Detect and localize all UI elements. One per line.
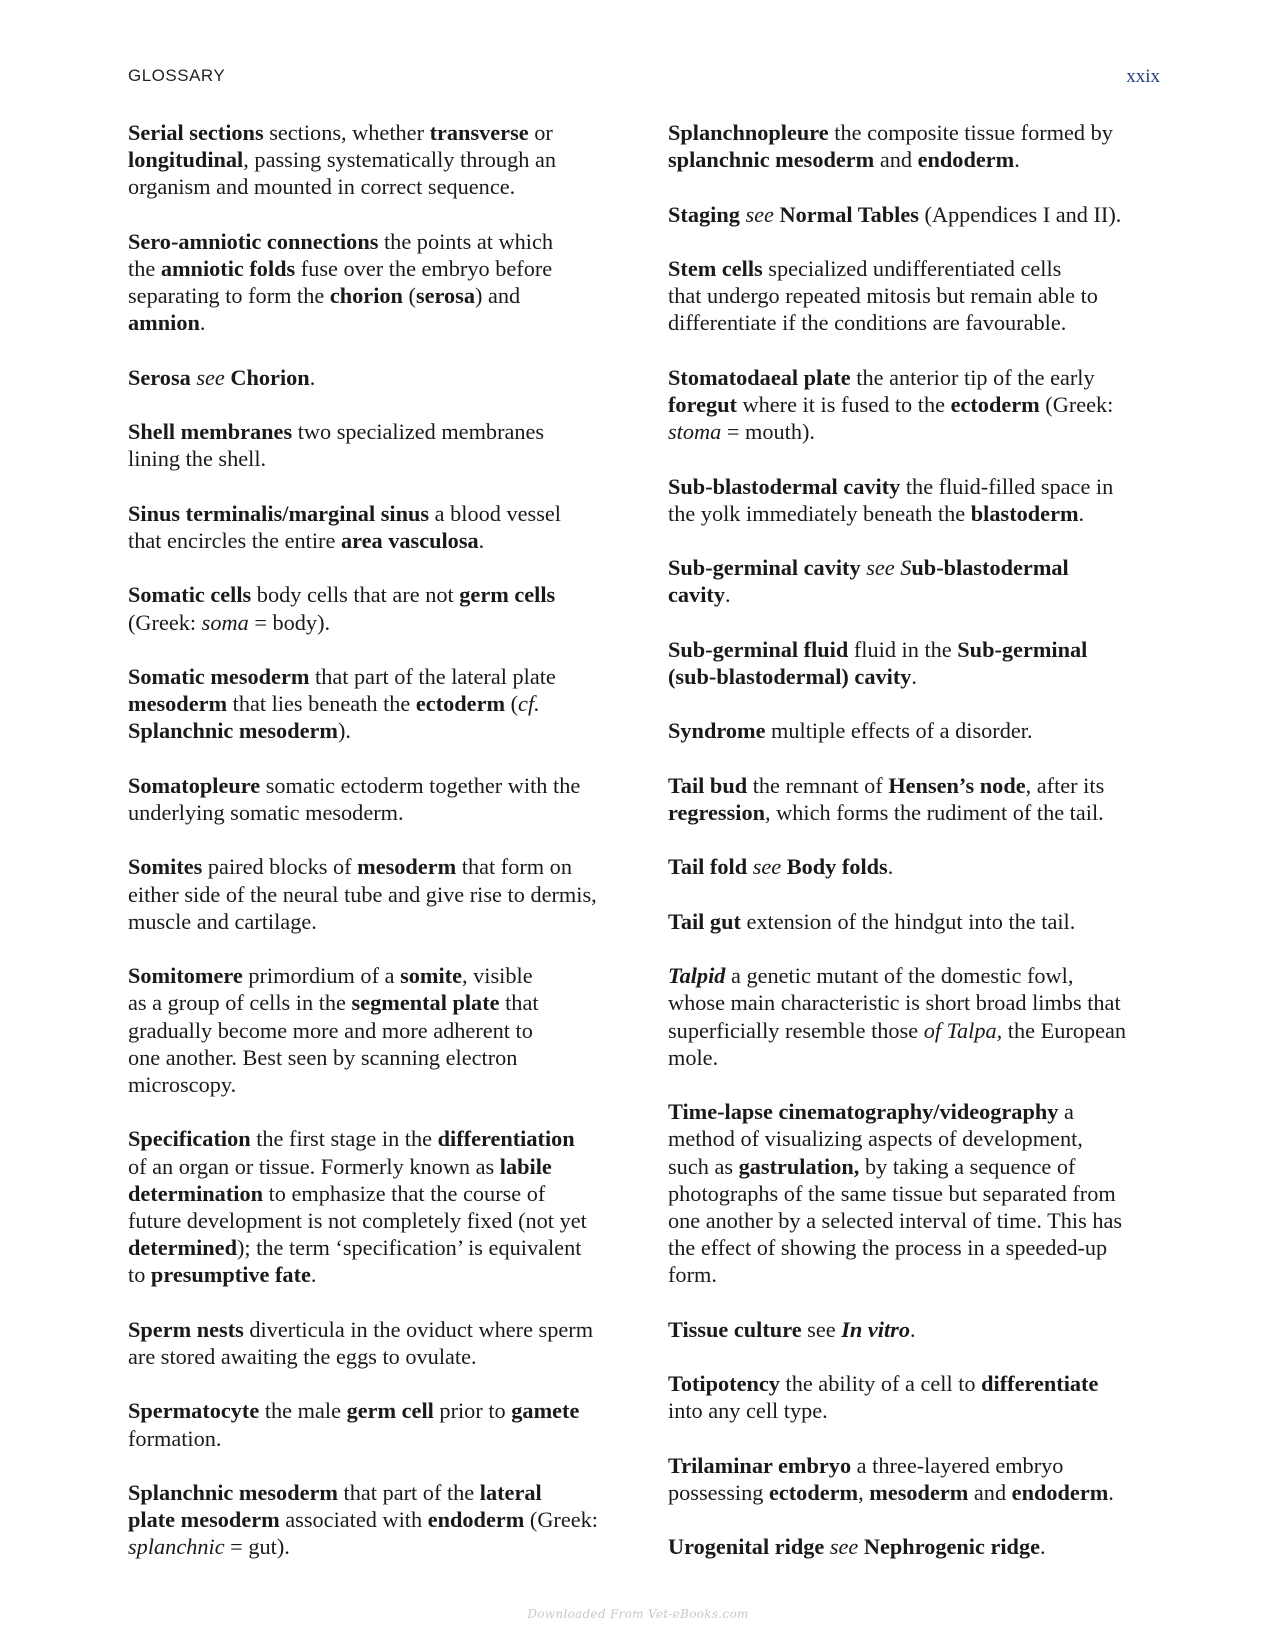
entry-text: ). (337, 718, 351, 744)
entry-text: = body). (248, 609, 331, 635)
glossary-entry (668, 636, 1158, 690)
entry-text: see (745, 201, 774, 227)
entry-line (668, 799, 1158, 826)
bold-term: Sub-germinal fluid (668, 636, 849, 662)
bold-term: Talpid (668, 963, 726, 989)
entry-line (128, 799, 628, 826)
entry-line (668, 1017, 1158, 1044)
entry-text: . (309, 364, 316, 390)
entry-text: underlying somatic mesoderm. (128, 799, 404, 825)
entry-text: that undergo repeated mitosis but remain able to (668, 283, 1098, 309)
entry-line (128, 1533, 628, 1560)
entry-text: the fluid-filled space in (900, 473, 1114, 499)
bold-term: Normal Tables (779, 201, 919, 227)
glossary-entry (668, 201, 1158, 228)
entry-text: separating to form the (128, 283, 330, 309)
bold-term: endoderm (1011, 1479, 1109, 1505)
entry-text: lining the shell. (128, 446, 267, 472)
entry-text: specialized undifferentiated cells (762, 255, 1062, 281)
entry-text: see (752, 854, 782, 880)
entry-text: formation. (128, 1425, 222, 1451)
bold-term: Syndrome (668, 718, 766, 744)
entry-line (668, 282, 1158, 309)
bold-term: Tissue culture (668, 1316, 802, 1342)
bold-term: ectoderm (415, 691, 506, 717)
entry-text: that (499, 990, 539, 1016)
entry-text: the (128, 256, 161, 281)
entry-line (128, 146, 628, 173)
entry-line (128, 1153, 628, 1180)
entry-text: . (911, 663, 917, 689)
entry-line (128, 445, 628, 472)
glossary-entry (668, 1533, 1158, 1560)
bold-term: endoderm (427, 1507, 525, 1533)
entry-text: (Greek: (1039, 391, 1114, 417)
entry-text: ( (505, 691, 519, 717)
entry-text: photographs of the same tissue but separated from (668, 1180, 1116, 1206)
glossary-entry (668, 473, 1158, 527)
bold-term: lateral (479, 1479, 542, 1505)
entry-text: . (1014, 147, 1020, 173)
entry-text: and (968, 1479, 1012, 1505)
entry-line (668, 1533, 1158, 1560)
entry-line (668, 853, 1158, 880)
entry-line (668, 1452, 1158, 1479)
entry-line (128, 1479, 628, 1506)
entry-line (128, 1017, 628, 1044)
entry-text: that encircles the entire (128, 527, 341, 553)
bold-term: Nephrogenic ridge (863, 1534, 1040, 1560)
entry-line (128, 1180, 628, 1207)
bold-term: Sinus terminalis/marginal sinus (128, 500, 430, 526)
entry-text: as a group of cells in the (128, 990, 352, 1016)
entry-text: ); the term ‘specification’ is equivalent (236, 1235, 582, 1261)
entry-text: one another by a selected interval of time. This has (668, 1207, 1123, 1233)
entry-line (128, 1397, 628, 1424)
entry-text: a (1058, 1099, 1074, 1125)
entry-line (128, 364, 628, 391)
bold-term: Somatopleure (128, 772, 261, 798)
glossary-entry (668, 717, 1158, 744)
glossary-entry (668, 853, 1158, 880)
entry-line (128, 1071, 628, 1098)
glossary-entry (128, 772, 628, 826)
entry-text: superficially resemble those (668, 1017, 924, 1043)
bold-term: Specification (128, 1126, 251, 1152)
entry-text: that lies beneath the (227, 691, 416, 717)
entry-text: of an organ or tissue. Formerly known as (128, 1153, 500, 1179)
entry-text: the male (259, 1398, 347, 1424)
entry-line (668, 201, 1158, 228)
entry-line (668, 1397, 1158, 1424)
entry-line (668, 1098, 1158, 1125)
bold-term: chorion (329, 283, 403, 309)
glossary-entry (128, 418, 628, 472)
entry-text: mole. (668, 1044, 719, 1070)
glossary-entry (668, 1098, 1158, 1288)
entry-line (668, 500, 1158, 527)
bold-term: Sperm nests (128, 1316, 244, 1342)
glossary-column-left (128, 119, 628, 1588)
entry-text: paired blocks of (202, 854, 358, 880)
entry-text: ) and (475, 283, 521, 309)
entry-line (128, 282, 628, 309)
bold-term: ectoderm (768, 1479, 859, 1505)
bold-term: Spermatocyte (128, 1398, 260, 1424)
entry-text: diverticula in the oviduct where sperm (243, 1316, 594, 1342)
entry-line (668, 1153, 1158, 1180)
glossary-entry (668, 1316, 1158, 1343)
bold-term: foregut (668, 391, 737, 417)
bold-term: determined (128, 1235, 237, 1261)
glossary-entry (128, 663, 628, 745)
entry-line (128, 663, 628, 690)
bold-term: transverse (429, 120, 529, 145)
entry-text: two specialized membranes (292, 419, 545, 445)
glossary-entry (128, 119, 628, 201)
entry-text: a genetic mutant of the domestic fowl, (725, 963, 1074, 989)
entry-text: , visible (461, 963, 533, 989)
entry-text: ( (402, 283, 416, 309)
bold-term: Stem cells (668, 255, 763, 281)
entry-line (668, 1370, 1158, 1397)
entry-line (128, 1343, 628, 1370)
entry-text: stoma (668, 419, 722, 445)
entry-term: Splanchnopleure (668, 120, 829, 145)
entry-text: multiple effects of a disorder. (765, 718, 1033, 744)
entry-line (668, 255, 1158, 282)
entry-line (668, 418, 1158, 445)
bold-term: splanchnic mesoderm (668, 147, 875, 173)
entry-text: , (858, 1479, 870, 1505)
entry-line (668, 364, 1158, 391)
entry-text: . (1078, 500, 1085, 526)
glossary-entry (668, 364, 1158, 446)
entry-line (668, 1261, 1158, 1288)
entry-text: are stored awaiting the eggs to ovulate. (128, 1343, 477, 1369)
entry-text: . (887, 854, 894, 880)
entry-text: splanchnic (128, 1534, 225, 1560)
bold-term: serosa (415, 283, 475, 309)
entry-line (128, 500, 628, 527)
entry-text: , after its (1025, 772, 1105, 798)
bold-term: Tail gut (668, 908, 741, 934)
entry-text: prior to (433, 1398, 512, 1424)
bold-term: Somitomere (128, 963, 243, 989)
page-number: xxix (1126, 66, 1160, 87)
bold-term: determination (128, 1180, 264, 1206)
entry-text: . (1108, 1479, 1114, 1505)
bold-term: blastoderm (970, 500, 1079, 526)
glossary-entry (128, 1316, 628, 1370)
bold-term: ectoderm (950, 391, 1040, 417)
entry-text: extension of the hindgut into the tail. (740, 908, 1076, 934)
entry-line (128, 1234, 628, 1261)
glossary-entry (128, 364, 628, 391)
entry-line (668, 1044, 1158, 1071)
bold-term: endoderm (917, 147, 1015, 173)
entry-text: either side of the neural tube and give rise to dermis, (128, 881, 597, 907)
bold-term: cavity (668, 582, 725, 608)
entry-text: microscopy. (128, 1071, 237, 1097)
entry-line (668, 146, 1158, 173)
entry-text: . (478, 527, 485, 553)
footer-watermark: Downloaded From Vet-eBooks.com (527, 1607, 749, 1621)
bold-term: Tail bud (668, 772, 748, 798)
glossary-entry (128, 1479, 628, 1561)
entry-line (128, 853, 628, 880)
entry-term: Serial sections (128, 120, 264, 145)
entry-text: the points at which (378, 228, 554, 254)
entry-text: somatic ectoderm together with the (260, 772, 581, 798)
bold-term: ub-blastodermal (911, 555, 1069, 581)
entry-line (128, 173, 628, 200)
entry-line (128, 1425, 628, 1452)
glossary-entry (668, 119, 1158, 173)
glossary-entry (128, 1397, 628, 1451)
entry-text: where it is fused to the (736, 391, 951, 417)
entry-text: . (310, 1262, 317, 1288)
entry-text: to emphasize that the course of (263, 1180, 546, 1206)
entry-line (128, 527, 628, 554)
entry-text: such as (668, 1153, 739, 1179)
bold-term: Staging (668, 201, 740, 227)
entry-line (668, 636, 1158, 663)
entry-line (668, 119, 1158, 146)
entry-line (128, 881, 628, 908)
entry-line (128, 772, 628, 799)
bold-term: Totipotency (668, 1371, 780, 1397)
bold-term: differentiation (437, 1126, 575, 1152)
bold-term: amnion (128, 310, 200, 336)
bold-term: Urogenital ridge (668, 1534, 825, 1560)
entry-line (668, 1479, 1158, 1506)
entry-text: soma (201, 609, 249, 635)
bold-term: differentiate (981, 1371, 1099, 1397)
entry-line (668, 1125, 1158, 1152)
entry-text: that part of the (337, 1479, 480, 1505)
entry-text: the European (1002, 1017, 1127, 1043)
entry-text: . (724, 582, 731, 608)
entry-line (668, 1316, 1158, 1343)
entry-line (668, 391, 1158, 418)
entry-text: muscle and cartilage. (128, 908, 317, 934)
entry-line (668, 473, 1158, 500)
glossary-entry (668, 772, 1158, 826)
entry-line (128, 418, 628, 445)
entry-line (128, 1125, 628, 1152)
entry-line (668, 1207, 1158, 1234)
bold-term: Sub-germinal (957, 636, 1088, 662)
entry-text: by taking a sequence of (859, 1153, 1076, 1179)
entry-text: of Talpa, (923, 1017, 1003, 1043)
entry-text: a three-layered embryo (851, 1452, 1064, 1478)
entry-text: = gut). (224, 1534, 290, 1560)
entry-text: see (196, 364, 225, 390)
entry-text: a blood vessel (429, 500, 561, 526)
entry-text: body cells that are not (251, 582, 460, 608)
bold-term: gamete (511, 1398, 580, 1424)
entry-text: one another. Best seen by scanning electron (128, 1044, 518, 1070)
bold-term: plate mesoderm (128, 1507, 280, 1533)
entry-text: associated with (279, 1507, 428, 1533)
bold-term: Splanchnic mesoderm (128, 1479, 338, 1505)
entry-line (128, 690, 628, 717)
entry-text: (Appendices I and II). (918, 201, 1122, 227)
bold-term: mesoderm (128, 691, 228, 717)
bold-term: longitudinal (128, 147, 244, 173)
glossary-entry (668, 962, 1158, 1071)
entry-text: the remnant of (747, 772, 889, 798)
bold-term: germ cell (346, 1398, 434, 1424)
entry-text: form. (668, 1262, 717, 1288)
entry-text: whose main characteristic is short broad limbs that (668, 990, 1121, 1016)
entry-text: , which forms the rudiment of the tail. (765, 799, 1104, 825)
entry-text: see S (866, 555, 912, 581)
glossary-entry (128, 853, 628, 935)
entry-text: possessing (668, 1479, 769, 1505)
bold-term: germ cells (459, 582, 556, 608)
glossary-column-right (668, 119, 1158, 1588)
entry-text: method of visualizing aspects of development, (668, 1126, 1083, 1152)
bold-term: Sub-germinal cavity (668, 555, 861, 581)
entry-text: that form on (456, 854, 572, 880)
entry-text: cf. (518, 691, 540, 717)
bold-term: Splanchnic mesoderm (128, 718, 338, 744)
bold-term: presumptive fate (150, 1262, 311, 1288)
entry-text: differentiate if the conditions are favourable. (668, 310, 1067, 336)
entry-text: the anterior tip of the early (850, 364, 1095, 390)
bold-term: Somatic mesoderm (128, 663, 310, 689)
entry-text: (Greek: (128, 609, 202, 635)
entry-text: and (874, 147, 918, 173)
entry-text: the yolk immediately beneath the (668, 500, 971, 526)
entry-line (668, 1180, 1158, 1207)
entry-text: fuse over the embryo before (295, 256, 553, 281)
entry-line (128, 609, 628, 636)
entry-text: (Greek: (524, 1507, 598, 1533)
entry-line (128, 1316, 628, 1343)
entry-text: the effect of showing the process in a speeded-up (668, 1235, 1108, 1261)
entry-line (128, 1207, 628, 1234)
glossary-entry (668, 1370, 1158, 1424)
bold-term: gastrulation, (738, 1153, 860, 1179)
bold-term: Hensen’s node (888, 772, 1026, 798)
glossary-entry (668, 908, 1158, 935)
glossary-entry (128, 962, 628, 1098)
entry-line (128, 581, 628, 608)
entry-text: or (528, 120, 553, 145)
entry-text: . (1040, 1534, 1046, 1560)
bold-term: regression (668, 799, 766, 825)
entry-line (668, 772, 1158, 799)
bold-term: mesoderm (869, 1479, 969, 1505)
entry-line (668, 962, 1158, 989)
bold-term: segmental plate (351, 990, 500, 1016)
entry-line (128, 908, 628, 935)
bold-term: Shell membranes (128, 419, 293, 445)
entry-text: into any cell type. (668, 1398, 828, 1424)
entry-line (668, 554, 1158, 581)
bold-term: Time-lapse cinematography/videography (668, 1099, 1059, 1125)
entry-line (668, 717, 1158, 744)
entry-line (668, 663, 1158, 690)
entry-line (128, 989, 628, 1016)
bold-term: Sero-amniotic connections (128, 228, 379, 254)
bold-term: area vasculosa (340, 527, 479, 553)
entry-text: , passing systematically through an (243, 147, 556, 173)
entry-text: future development is not completely fixed (not yet (128, 1207, 587, 1233)
entry-line (668, 581, 1158, 608)
entry-text: primordium of a (242, 963, 401, 989)
glossary-entry (128, 581, 628, 635)
entry-line (128, 228, 628, 255)
entry-text: that part of the lateral plate (309, 663, 556, 689)
glossary-entry (128, 228, 628, 337)
bold-term: Somatic cells (128, 582, 252, 608)
entry-line (668, 1234, 1158, 1261)
bold-term: Trilaminar embryo (668, 1452, 852, 1478)
entry-line (128, 119, 628, 146)
entry-text: = mouth). (721, 419, 815, 445)
bold-term: Somites (128, 854, 203, 880)
bold-term: mesoderm (357, 854, 457, 880)
entry-text: to (128, 1262, 151, 1288)
entry-text: the composite tissue formed by (828, 120, 1113, 145)
running-head: GLOSSARY (128, 66, 226, 85)
bold-term: In vitro (841, 1316, 910, 1342)
entry-text: . (199, 310, 206, 336)
entry-text: see (801, 1316, 842, 1342)
entry-line (128, 1506, 628, 1533)
entry-line (128, 962, 628, 989)
bold-term: Stomatodaeal plate (668, 364, 851, 390)
bold-term: labile (499, 1153, 552, 1179)
entry-line (128, 309, 628, 336)
bold-term: Chorion (230, 364, 310, 390)
bold-term: amniotic folds (160, 256, 296, 281)
entry-line (128, 717, 628, 744)
bold-term: Sub-blastodermal cavity (668, 473, 901, 499)
entry-line (128, 1044, 628, 1071)
glossary-entry (128, 1125, 628, 1288)
entry-text: sections, whether (263, 120, 430, 145)
bold-term: Serosa (128, 364, 191, 390)
entry-text: see (829, 1534, 859, 1560)
entry-text: . (910, 1316, 916, 1342)
entry-line (668, 908, 1158, 935)
entry-text: fluid in the (848, 636, 958, 662)
entry-text: the ability of a cell to (779, 1371, 982, 1397)
entry-text: organism and mounted in correct sequence. (128, 174, 516, 200)
glossary-entry (668, 255, 1158, 337)
entry-text: gradually become more and more adherent to (128, 1017, 533, 1043)
entry-text: the first stage in the (250, 1126, 438, 1152)
entry-line (668, 309, 1158, 336)
bold-term: Body folds (786, 854, 888, 880)
entry-line (668, 989, 1158, 1016)
glossary-entry (128, 500, 628, 554)
entry-line (128, 1261, 628, 1288)
glossary-entry (668, 554, 1158, 608)
bold-term: (sub-blastodermal) cavity (668, 663, 912, 689)
bold-term: Tail fold (668, 854, 748, 880)
entry-line (128, 255, 628, 282)
bold-term: somite (400, 963, 462, 989)
glossary-entry (668, 1452, 1158, 1506)
